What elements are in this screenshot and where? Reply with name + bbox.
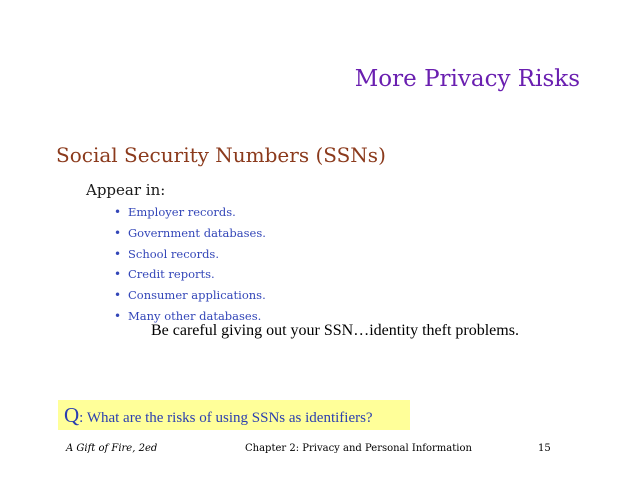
bullet-dot-icon: • bbox=[114, 267, 122, 282]
bullet-item bbox=[114, 264, 266, 285]
footer-page-number: 15 bbox=[538, 443, 551, 454]
section-heading: Social Security Numbers (SSNs) bbox=[56, 143, 386, 167]
question-box bbox=[58, 400, 410, 430]
bullet-text: Employer records. bbox=[128, 205, 236, 219]
question-text: : What are the risks of using SSNs as identifiers? bbox=[79, 410, 373, 426]
footer-book-title: A Gift of Fire, 2ed bbox=[66, 443, 158, 454]
bullet-dot-icon: • bbox=[114, 205, 122, 219]
bullet-text: Government databases. bbox=[128, 225, 266, 240]
bullet-text: Consumer applications. bbox=[128, 288, 266, 303]
bullet-item bbox=[114, 244, 266, 265]
slide-title: More Privacy Risks bbox=[354, 66, 580, 92]
bullet-dot-icon: • bbox=[114, 246, 122, 261]
bullet-item bbox=[114, 285, 266, 306]
bullet-item bbox=[114, 202, 266, 223]
bullet-text: School records. bbox=[128, 246, 219, 261]
bullet-item bbox=[114, 223, 266, 244]
footer-chapter-title: Chapter 2: Privacy and Personal Information bbox=[245, 443, 472, 454]
callout-note: Be careful giving out your SSN…identity theft problems. bbox=[151, 322, 519, 339]
sub-heading: Appear in: bbox=[86, 181, 166, 199]
bullet-list bbox=[114, 202, 266, 327]
bullet-dot-icon: • bbox=[114, 288, 122, 303]
question-prefix: Q bbox=[64, 403, 80, 427]
bullet-dot-icon: • bbox=[114, 308, 122, 323]
bullet-dot-icon: • bbox=[114, 225, 122, 240]
bullet-text: Many other databases. bbox=[128, 308, 262, 323]
bullet-text: Credit reports. bbox=[128, 267, 215, 282]
